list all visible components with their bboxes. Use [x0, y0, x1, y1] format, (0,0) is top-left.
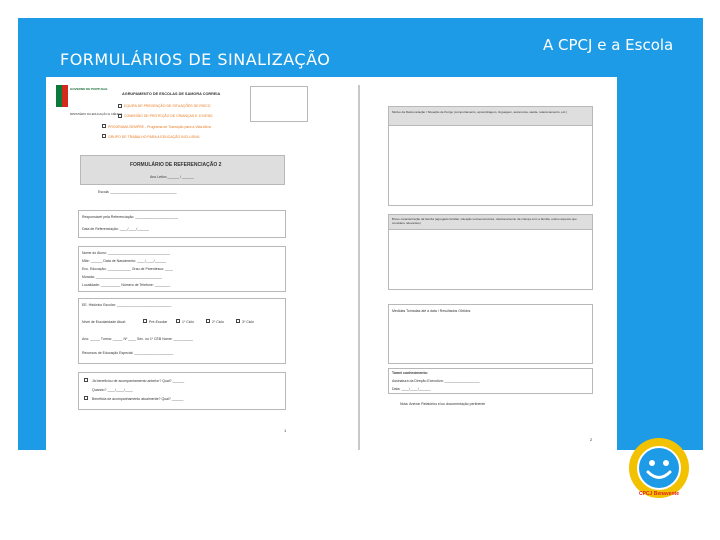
- breve-label: Breve caracterização da família (agregado familiar, situação socioeconómica, relacionamento da criança com a família, outros aspetos que considere relevantes): [392, 217, 577, 225]
- benef2-checkbox[interactable]: [84, 396, 88, 400]
- slide-title-right: A CPCJ e a Escola: [543, 36, 674, 54]
- option-checkbox-2[interactable]: [118, 114, 122, 118]
- gov-label: GOVERNO DE PORTUGAL: [70, 87, 109, 91]
- enc-educacao-field: Enc. Educação: ____________ Grau de Parentesco: ____: [82, 267, 173, 271]
- medidas-box: [388, 304, 593, 364]
- level-pre-label: Pré-Escolar: [149, 320, 168, 324]
- government-logo-red: [62, 85, 68, 107]
- badge-text: CPCJ Benavente: [638, 491, 680, 497]
- ano-turma-field: Ano: _____ Turma: _____ Nº ____ Sec. ou 1º CEB Nome: __________: [82, 337, 193, 341]
- data-referenciacao: Data de Referenciação: ____/____/______: [82, 227, 149, 231]
- cpcj-smiley-logo: [628, 437, 690, 499]
- form-title: FORMULÁRIO DE REFERENCIAÇÃO 2: [130, 162, 222, 168]
- ano-letivo: Ano Letivo ______ / ______: [150, 175, 194, 179]
- stamp-box: [250, 86, 308, 122]
- level-checkbox-pre[interactable]: [143, 319, 147, 323]
- school-header: AGRUPAMENTO DE ESCOLAS DE SAMORA CORREIA: [122, 92, 221, 96]
- option-label-3: PROGRAMA SEMPRE - Programa de Transição para a Vida Ativa: [108, 125, 211, 129]
- option-label-1: EQUIPA DE PREVENÇÃO DE SITUAÇÕES DE RISCO: [124, 104, 211, 108]
- slide-title-left: FORMULÁRIOS DE SINALIZAÇÃO: [60, 50, 331, 69]
- page-number-1: 1: [284, 428, 287, 433]
- benef1-checkbox[interactable]: [84, 378, 88, 382]
- ministry-label: MINISTÉRIO DA EDUCAÇÃO E CIÊNCIA: [70, 112, 123, 116]
- recursos-field: Recursos de Educação Especial: ____________________: [82, 351, 174, 355]
- data-field: Data: ____/____/______: [392, 387, 431, 391]
- motivo-header: [388, 106, 593, 126]
- morada-field: Morada: __________________________________: [82, 275, 162, 279]
- escola-field: Escola: __________________________________: [98, 190, 177, 194]
- nivel-label: Nível de Escolaridade Atual:: [82, 320, 126, 324]
- level-checkbox-3[interactable]: [236, 319, 240, 323]
- benef1-label: Já beneficiou de acompanhamento anterior? Qual? ______: [92, 379, 185, 383]
- assinatura-field: Assinatura da Direção Executiva: __________________: [392, 379, 480, 383]
- page-number-2: 2: [590, 437, 593, 442]
- quando-field: Quando? ____/____/____: [92, 388, 133, 392]
- option-label-4: GRUPO DE TRABALHO PARA A EDUCAÇÃO INCLUSIVA: [108, 135, 200, 139]
- motivo-label: Motivo da Referenciação / Situação de Perigo (comportamento, aprendizagem, linguagem, autonomia, saúde, relacionamento, etc.): [392, 110, 568, 114]
- benef2-label: Beneficia de acompanhamento atualmente? Qual? ______: [92, 397, 184, 401]
- tomei-label: Tomei conhecimento:: [392, 371, 428, 375]
- level-3-label: 3º Ciclo: [242, 320, 254, 324]
- nota-label: Nota: Anexar Relatórios e/ou documentação pertinente: [400, 402, 486, 406]
- medidas-label: Medidas Tomadas até à data / Resultados Obtidos: [392, 309, 471, 313]
- option-checkbox-3[interactable]: [102, 124, 106, 128]
- form-title-box: [80, 155, 285, 185]
- level-1-label: 1º Ciclo: [182, 320, 194, 324]
- mae-field: Mãe: ______ Data de Nascimento: ____/____/______: [82, 259, 167, 263]
- localidade-field: Localidade: __________ Número de Telefone: ________: [82, 283, 171, 287]
- level-checkbox-1[interactable]: [176, 319, 180, 323]
- option-checkbox-1[interactable]: [118, 104, 122, 108]
- historico-field: EE. Histórico Escolar: ____________________________: [82, 303, 172, 307]
- nome-field: Nome do Aluno: ________________________________: [82, 251, 171, 255]
- level-checkbox-2[interactable]: [206, 319, 210, 323]
- option-checkbox-4[interactable]: [102, 134, 106, 138]
- option-label-2: COMISSÃO DE PROTEÇÃO DE CRIANÇAS E JOVENS: [124, 114, 213, 118]
- responsavel-field: Responsável pela Referenciação: ______________________: [82, 215, 179, 219]
- level-2-label: 2º Ciclo: [212, 320, 224, 324]
